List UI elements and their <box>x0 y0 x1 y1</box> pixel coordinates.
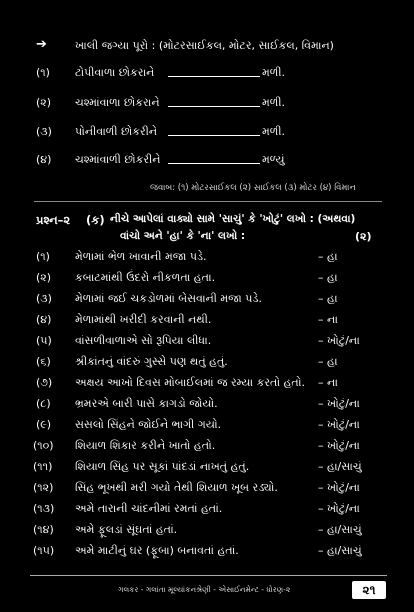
row-answer: – હા <box>318 355 338 368</box>
row-answer: – ના <box>318 313 338 326</box>
row-statement: મેળામાંથી ખરીદી કરવાની નથી. <box>75 313 212 326</box>
section-divider <box>34 201 382 202</box>
question-instruction: નીચે આપેલાં વાક્યો સામે 'સાચું' કે 'ખોટું' લખો : (અથવા) <box>110 213 356 225</box>
row-statement: સસલો સિંહને જોઈને ભાગી ગયો. <box>75 418 222 431</box>
fill-item-suffix: મળી. <box>262 96 285 109</box>
row-answer: – ખોટું/ના <box>318 502 360 515</box>
fill-item-number: (૧) <box>36 66 50 79</box>
row-number: (૧૦) <box>33 439 54 452</box>
row-number: (૧) <box>36 250 50 263</box>
row-statement: અમે તારાની ચાંદનીમાં રમતાં હતાં. <box>75 502 223 515</box>
row-answer: – ખોટું/ના <box>318 481 360 494</box>
row-number: (૮) <box>36 397 51 410</box>
row-number: (૭) <box>36 376 53 389</box>
row-answer: – હા <box>318 271 338 284</box>
fill-item-suffix: મળ્યું <box>262 153 285 166</box>
row-answer: – હા/સાચું <box>318 460 362 473</box>
row-statement: અક્ષય આખો દિવસ મોબાઈલમાં જ રમ્યા કરતો હતો. <box>75 376 305 389</box>
row-number: (૨) <box>36 271 52 284</box>
row-number: (૪) <box>36 313 52 326</box>
row-answer: – હા/સાચું <box>318 523 362 536</box>
fill-item-prefix: ચશ્માંવાળા છોકરાને <box>75 96 160 109</box>
row-number: (૧૨) <box>33 481 54 494</box>
row-statement: શિયાળ સિંહ પર સૂકાં પાંદડાં નાખતું હતું. <box>75 460 250 473</box>
footer-text: ગલકર - ગલાંતા મૂલ્યાંકનશ્રેણી - એસાઈનમેન્ટ - ધોરણ-૨ <box>118 585 291 594</box>
row-statement: મેળામાં જઈ ચકડોળમાં બેસવાની મજા પડે. <box>75 292 262 305</box>
fill-blank-4[interactable] <box>168 163 260 164</box>
question-sub-label: (ક) <box>86 213 105 227</box>
row-answer: – હા <box>318 250 338 263</box>
row-statement: અમે માટીનું ઘર (ફૂબા) બનાવતાં હતાં. <box>75 544 239 557</box>
footer-divider <box>30 575 387 576</box>
question-marks: (૨) <box>355 230 372 243</box>
row-answer: – ખોટું/ના <box>318 397 360 410</box>
row-number: (૧૩) <box>33 502 55 515</box>
row-number: (૩) <box>36 292 52 305</box>
row-answer: – ખોટું/ના <box>318 334 360 347</box>
row-statement: શ્રીકાંતનું વાંદરું ગુસ્સે પણ થતું હતું. <box>75 355 228 368</box>
row-statement: અમે ફૂલડાં સૂંઘતાં હતાં. <box>75 523 178 536</box>
row-answer: – હા <box>318 292 338 305</box>
row-statement: સિંહ ભૂખથી મરી ગયો તેથી શિયાળ ખૂબ રડ્યો. <box>75 481 278 494</box>
fill-item-prefix: ટોપીવાળા છોકરાને <box>75 66 155 79</box>
fill-item-prefix: પોનીવાળી છોકરીને <box>75 125 158 138</box>
arrow-icon: ➔ <box>36 37 47 52</box>
fill-item-number: (૩) <box>36 125 52 138</box>
fill-blank-2[interactable] <box>168 106 260 107</box>
row-statement: શિયાળ શિકાર કરીને ખાતો હતો. <box>75 439 216 452</box>
question-instruction-2: વાંચો અને 'હા' કે 'ના' લખો : <box>120 230 246 242</box>
row-number: (૯) <box>36 418 52 431</box>
row-statement: ભ્રમરએ બારી પાસે કાગડો જોયો. <box>75 397 218 410</box>
fill-item-prefix: ચશ્માંવાળી છોકરીને <box>75 153 161 166</box>
row-number: (૧૧) <box>33 460 53 473</box>
fill-item-suffix: મળી. <box>262 125 285 138</box>
row-answer: – ના <box>318 376 338 389</box>
fill-item-number: (૪) <box>36 153 52 166</box>
row-number: (૧૪) <box>33 523 54 536</box>
fill-item-suffix: મળી. <box>262 66 285 79</box>
section1-instruction: ખાલી જગ્યા પૂરો : (મોટરસાઈકલ, મોટર, સાઈકલ, વિમાન) <box>75 39 334 52</box>
section1-answer: જવાબ: (૧) મોટરસાઈકલ (૨) સાઈકલ (૩) મોટર (૪) વિમાન <box>150 183 356 193</box>
fill-blank-3[interactable] <box>168 135 260 136</box>
row-answer: – હા/સાચું <box>318 544 362 557</box>
row-number: (૬) <box>36 355 51 368</box>
row-number: (૫) <box>36 334 52 347</box>
row-statement: કબાટમાંથી ઉંદરો નીકળતા હતા. <box>75 271 216 284</box>
page-number: ૨૧ <box>352 581 386 599</box>
fill-item-number: (૨) <box>36 96 52 109</box>
fill-blank-1[interactable] <box>168 76 260 77</box>
question-label: પ્રશ્ન–૨ <box>36 213 71 227</box>
row-statement: મેળામાં ભેળ ખાવાની મજા પડે. <box>75 250 207 263</box>
row-statement: વાંસળીવાળાએ સો રૂપિયા લીધા. <box>75 334 212 347</box>
row-number: (૧૫) <box>33 544 55 557</box>
row-answer: – ખોટું/ના <box>318 439 360 452</box>
row-answer: – ખોટું/ના <box>318 418 360 431</box>
